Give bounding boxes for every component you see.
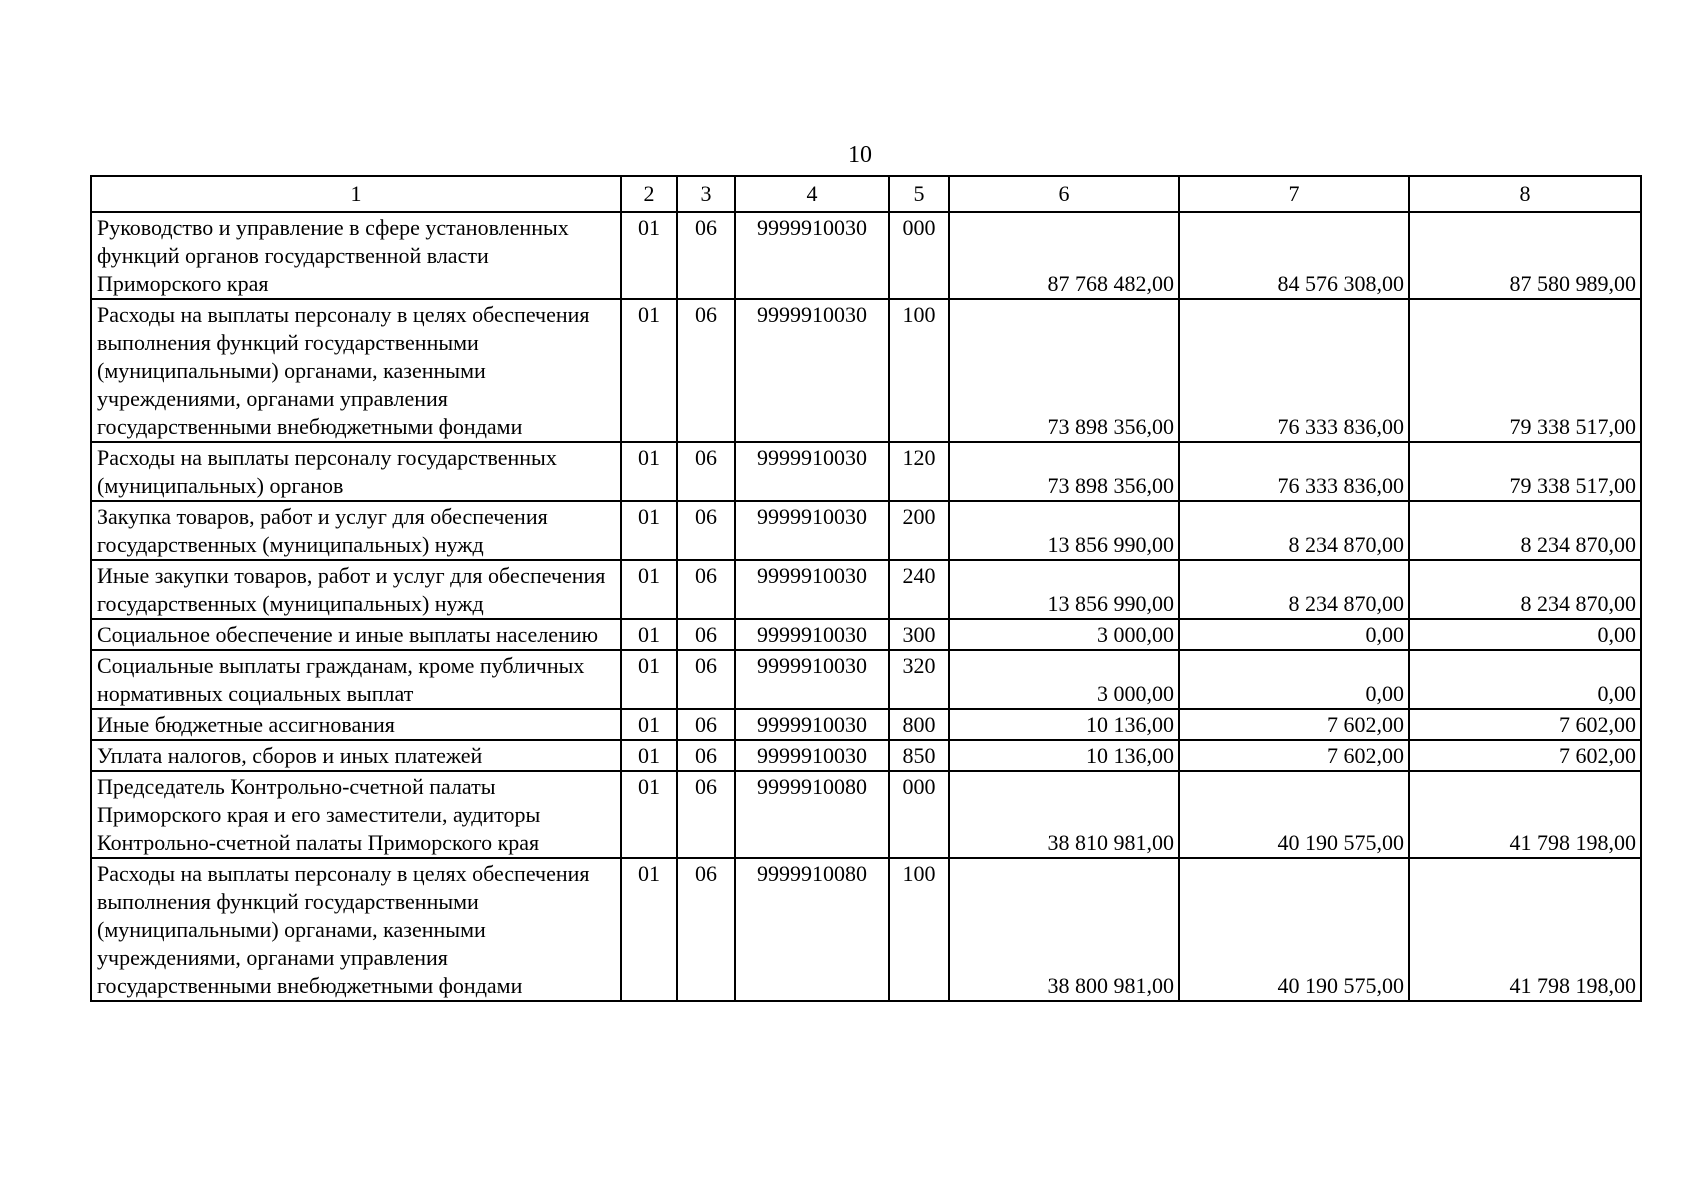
amount-col6-cell: 13 856 990,00 [949,560,1179,619]
target-article-cell: 9999910030 [735,709,889,740]
subsection-code-cell: 06 [677,560,735,619]
expense-name-cell: Расходы на выплаты персоналу в целях обеспечения выполнения функций государственными (муниципальными) органами, казенными учреждениями, органами управления государственными внебюджетными фондами [91,299,621,442]
amount-col6-cell: 10 136,00 [949,740,1179,771]
table-row [91,442,1641,501]
amount-col7-cell: 0,00 [1179,619,1409,650]
subsection-code-cell: 06 [677,740,735,771]
amount-col6-cell: 13 856 990,00 [949,501,1179,560]
expense-type-cell: 100 [889,858,949,1001]
subsection-code-cell: 06 [677,709,735,740]
section-code-cell: 01 [621,709,677,740]
amount-col6-cell: 87 768 482,00 [949,212,1179,299]
subsection-code-cell: 06 [677,650,735,709]
column-header-6: 6 [949,176,1179,212]
table-row [91,299,1641,442]
expense-name-cell: Закупка товаров, работ и услуг для обеспечения государственных (муниципальных) нужд [91,501,621,560]
amount-col7-cell: 84 576 308,00 [1179,212,1409,299]
expense-type-cell: 120 [889,442,949,501]
column-header-3: 3 [677,176,735,212]
expense-type-cell: 850 [889,740,949,771]
expense-type-cell: 800 [889,709,949,740]
expense-name-cell: Расходы на выплаты персоналу государственных (муниципальных) органов [91,442,621,501]
subsection-code-cell: 06 [677,501,735,560]
subsection-code-cell: 06 [677,858,735,1001]
amount-col8-cell: 41 798 198,00 [1409,771,1641,858]
column-header-4: 4 [735,176,889,212]
amount-col6-cell: 10 136,00 [949,709,1179,740]
expense-name-cell: Социальное обеспечение и иные выплаты населению [91,619,621,650]
amount-col6-cell: 73 898 356,00 [949,299,1179,442]
amount-col6-cell: 38 800 981,00 [949,858,1179,1001]
target-article-cell: 9999910030 [735,650,889,709]
expense-name-cell: Иные бюджетные ассигнования [91,709,621,740]
expense-type-cell: 240 [889,560,949,619]
section-code-cell: 01 [621,501,677,560]
amount-col7-cell: 8 234 870,00 [1179,560,1409,619]
amount-col7-cell: 40 190 575,00 [1179,858,1409,1001]
amount-col8-cell: 0,00 [1409,619,1641,650]
column-header-8: 8 [1409,176,1641,212]
table-header-row [91,176,1641,212]
table-row [91,858,1641,1001]
amount-col6-cell: 3 000,00 [949,619,1179,650]
amount-col8-cell: 0,00 [1409,650,1641,709]
expense-type-cell: 300 [889,619,949,650]
amount-col8-cell: 79 338 517,00 [1409,442,1641,501]
budget-table [90,175,1642,1002]
expense-name-cell: Иные закупки товаров, работ и услуг для обеспечения государственных (муниципальных) нужд [91,560,621,619]
section-code-cell: 01 [621,560,677,619]
subsection-code-cell: 06 [677,442,735,501]
section-code-cell: 01 [621,771,677,858]
expense-type-cell: 320 [889,650,949,709]
expense-name-cell: Уплата налогов, сборов и иных платежей [91,740,621,771]
amount-col8-cell: 8 234 870,00 [1409,560,1641,619]
amount-col8-cell: 8 234 870,00 [1409,501,1641,560]
expense-name-cell: Руководство и управление в сфере установленных функций органов государственной власти Приморского края [91,212,621,299]
table-row [91,560,1641,619]
expense-type-cell: 000 [889,212,949,299]
expense-name-cell: Социальные выплаты гражданам, кроме публичных нормативных социальных выплат [91,650,621,709]
section-code-cell: 01 [621,212,677,299]
amount-col8-cell: 79 338 517,00 [1409,299,1641,442]
table-row [91,771,1641,858]
amount-col8-cell: 87 580 989,00 [1409,212,1641,299]
subsection-code-cell: 06 [677,299,735,442]
column-header-2: 2 [621,176,677,212]
subsection-code-cell: 06 [677,771,735,858]
amount-col8-cell: 41 798 198,00 [1409,858,1641,1001]
section-code-cell: 01 [621,619,677,650]
table-body [91,176,1641,1001]
amount-col7-cell: 76 333 836,00 [1179,299,1409,442]
expense-type-cell: 100 [889,299,949,442]
section-code-cell: 01 [621,858,677,1001]
page-number: 10 [848,142,872,168]
amount-col6-cell: 3 000,00 [949,650,1179,709]
amount-col7-cell: 7 602,00 [1179,709,1409,740]
table-row [91,740,1641,771]
expense-type-cell: 000 [889,771,949,858]
amount-col7-cell: 8 234 870,00 [1179,501,1409,560]
target-article-cell: 9999910030 [735,299,889,442]
amount-col8-cell: 7 602,00 [1409,709,1641,740]
target-article-cell: 9999910030 [735,501,889,560]
amount-col7-cell: 0,00 [1179,650,1409,709]
section-code-cell: 01 [621,299,677,442]
target-article-cell: 9999910030 [735,560,889,619]
amount-col7-cell: 7 602,00 [1179,740,1409,771]
table-row [91,650,1641,709]
section-code-cell: 01 [621,650,677,709]
subsection-code-cell: 06 [677,619,735,650]
target-article-cell: 9999910030 [735,619,889,650]
target-article-cell: 9999910080 [735,771,889,858]
table-row [91,709,1641,740]
expense-type-cell: 200 [889,501,949,560]
target-article-cell: 9999910030 [735,212,889,299]
amount-col7-cell: 40 190 575,00 [1179,771,1409,858]
table-row [91,212,1641,299]
expense-name-cell: Председатель Контрольно-счетной палаты Приморского края и его заместители, аудиторы Контрольно-счетной палаты Приморского края [91,771,621,858]
column-header-7: 7 [1179,176,1409,212]
target-article-cell: 9999910030 [735,442,889,501]
amount-col8-cell: 7 602,00 [1409,740,1641,771]
column-header-5: 5 [889,176,949,212]
expense-name-cell: Расходы на выплаты персоналу в целях обеспечения выполнения функций государственными (муниципальными) органами, казенными учреждениями, органами управления государственными внебюджетными фондами [91,858,621,1001]
table-row [91,619,1641,650]
amount-col6-cell: 73 898 356,00 [949,442,1179,501]
target-article-cell: 9999910080 [735,858,889,1001]
subsection-code-cell: 06 [677,212,735,299]
section-code-cell: 01 [621,740,677,771]
amount-col7-cell: 76 333 836,00 [1179,442,1409,501]
column-header-1: 1 [91,176,621,212]
target-article-cell: 9999910030 [735,740,889,771]
amount-col6-cell: 38 810 981,00 [949,771,1179,858]
table-row [91,501,1641,560]
section-code-cell: 01 [621,442,677,501]
